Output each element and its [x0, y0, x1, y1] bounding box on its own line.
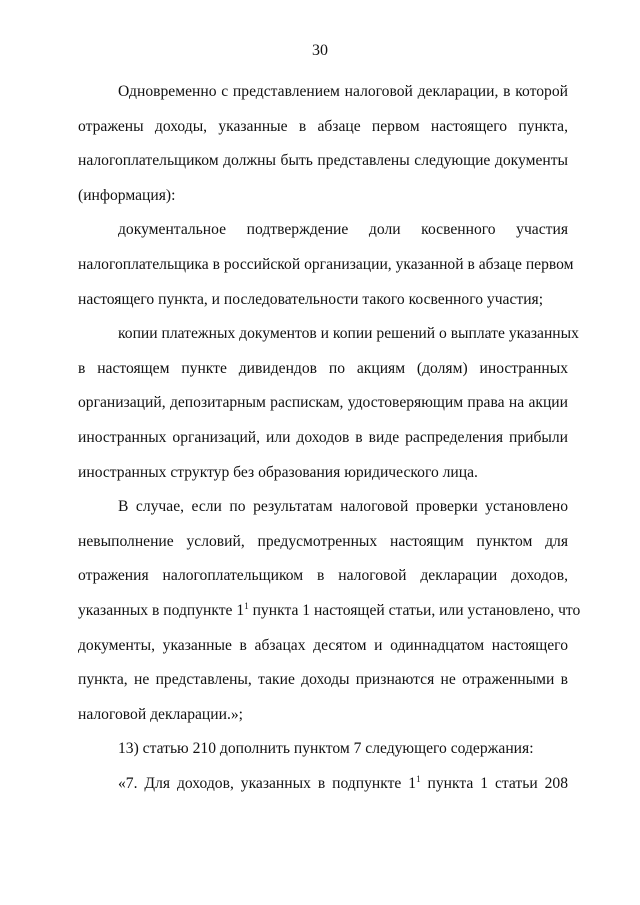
text-segment: «7. Для доходов, указанных в подпункте 1 — [118, 774, 417, 792]
text-line: в настоящем пункте дивидендов по акциям (долям) иностранных — [78, 359, 568, 377]
text-line: организаций, депозитарным распискам, удостоверяющим права на акции — [78, 394, 568, 412]
paragraph-2 — [78, 213, 574, 317]
text-line: документальное подтверждение доли косвенного участия — [118, 221, 568, 239]
text-line: копии платежных документов и копии решений о выплате указанных — [118, 325, 579, 343]
text-line: В случае, если по результатам налоговой проверки установлено — [118, 498, 568, 516]
text-line-with-superscript — [78, 767, 568, 802]
text-line: пункта, не представлены, такие доходы признаются не отраженными в — [78, 671, 568, 689]
text-segment: пункта 1 настоящей статьи, или установлено, что — [248, 601, 581, 619]
text-line: документы, указанные в абзацах десятом и одиннадцатом настоящего — [78, 636, 568, 654]
document-text — [78, 75, 581, 801]
text-line: налогоплательщиком должны быть представлены следующие документы — [78, 152, 568, 170]
text-line: иностранных организаций, или доходов в виде распределения прибыли — [78, 428, 568, 446]
text-line: налогоплательщика в российской организации, указанной в абзаце первом — [78, 255, 574, 273]
text-line: отражены доходы, указанные в абзаце первом настоящего пункта, — [78, 117, 568, 135]
text-line-with-superscript — [78, 594, 581, 629]
text-line: (информация): — [78, 186, 176, 204]
page-number: 30 — [312, 42, 328, 59]
text-line: налоговой декларации.»; — [78, 705, 243, 723]
paragraph-5 — [78, 732, 568, 767]
paragraph-4 — [78, 490, 581, 732]
paragraph-1 — [78, 75, 568, 213]
text-segment: пункта 1 статьи 208 — [420, 774, 569, 792]
text-line: Одновременно с представлением налоговой декларации, в которой — [118, 83, 568, 100]
text-line: 13) статью 210 дополнить пунктом 7 следующего содержания: — [118, 740, 534, 758]
text-line: иностранных структур без образования юридического лица. — [78, 463, 478, 481]
text-segment: указанных в подпункте 1 — [78, 601, 245, 619]
text-line: невыполнение условий, предусмотренных настоящим пунктом для — [78, 532, 568, 550]
paragraph-6 — [78, 767, 568, 802]
text-line: настоящего пункта, и последовательности такого косвенного участия; — [78, 290, 544, 308]
paragraph-3 — [78, 317, 579, 490]
superscript: 1 — [416, 773, 421, 784]
text-line: отражения налогоплательщиком в налоговой декларации доходов, — [78, 567, 568, 585]
superscript: 1 — [244, 600, 249, 611]
